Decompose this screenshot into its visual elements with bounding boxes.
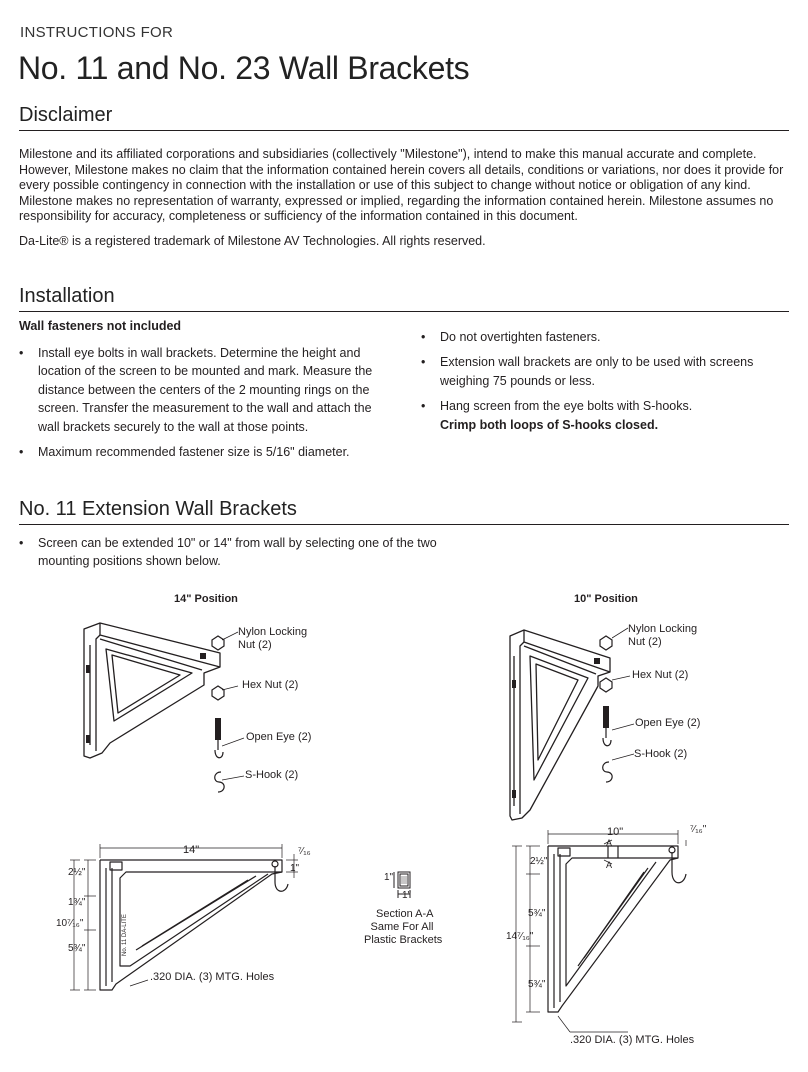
dim-total-left: 10⁷⁄₁₆" <box>56 918 84 929</box>
section-marker-a-bottom: A <box>606 860 613 870</box>
dim-5-75b-right: 5¾" <box>528 979 546 990</box>
label-nylon-nut-left-2: Nut (2) <box>238 639 272 651</box>
label-holes-left: .320 DIA. (3) MTG. Holes <box>150 971 275 983</box>
dim-1-left: 1" <box>290 863 300 874</box>
label-hex-nut-right: Hex Nut (2) <box>632 669 689 681</box>
figure-caption-14: 14" Position <box>174 593 238 605</box>
list-item <box>421 397 791 434</box>
dim-5-75-left: 5¾" <box>68 943 86 954</box>
label-nylon-nut-right-2: Nut (2) <box>628 636 662 648</box>
label-s-hook-left: S-Hook (2) <box>245 769 299 781</box>
section-marker-a-top: A <box>606 838 613 848</box>
document-kicker: INSTRUCTIONS FOR <box>20 24 174 41</box>
label-open-eye-left: Open Eye (2) <box>246 731 312 743</box>
label-nylon-nut-right-1: Nylon Locking <box>628 623 698 635</box>
label-hex-nut-left: Hex Nut (2) <box>242 679 299 691</box>
section-caption-2: Same For All <box>370 921 434 933</box>
installation-subheading: Wall fasteners not included <box>19 319 182 333</box>
list-item: • Screen can be extended 10" or 14" from wall by selecting one of the two mounting positions shown below. <box>19 534 449 571</box>
dim-2-5-left: 2½" <box>68 867 86 878</box>
section-caption-3: Plastic Brackets <box>364 934 443 946</box>
dim-7-16-right: ⁷⁄₁₆" <box>690 824 707 835</box>
label-nylon-nut-left-1: Nylon Locking <box>238 626 308 638</box>
figure-caption-10: 10" Position <box>574 593 638 605</box>
dim-1-75-left: 1¾" <box>68 897 86 908</box>
label-holes-right: .320 DIA. (3) MTG. Holes <box>570 1034 695 1046</box>
dim-total-right: 14⁷⁄₁₆" <box>506 931 534 942</box>
disclaimer-rule <box>19 130 789 131</box>
list-item: • Install eye bolts in wall brackets. Determine the height and location of the screen to be mounted and mark. Measure the distance between the centers of the 2 mounting rings on the screen. Transfer the measurement to the wall and attach the wall brackets securely to the wall at those points. <box>19 344 379 436</box>
list-item: • Do not overtighten fasteners. <box>421 328 791 346</box>
dim-5-75a-right: 5¾" <box>528 908 546 919</box>
label-s-hook-right: S-Hook (2) <box>634 748 688 760</box>
section-dim-top: 1" <box>384 872 394 883</box>
extension-heading: No. 11 Extension Wall Brackets <box>19 498 297 520</box>
s-hook-instruction: Hang screen from the eye bolts with S-hooks. <box>440 399 693 414</box>
label-open-eye-right: Open Eye (2) <box>635 717 701 729</box>
disclaimer-paragraph: Milestone and its affiliated corporations and subsidiaries (collectively "Milestone"), intend to make this manual accurate and complete. However, Milestone makes no claim that the information contained herein covers all details, conditions or variations, nor does it provide for every possible contingency in connection with the installation or use of this subject to change without notice or obligation of any kind. Milestone makes no representation of warranty, expressed or implied, regarding the information contained herein. Milestone assumes no responsibility for accuracy, completeness or sufficiency of the information contained in this document. <box>19 147 784 224</box>
installation-rule <box>19 311 789 312</box>
dim-7-16-left: ⁷⁄₁₆ <box>298 846 311 857</box>
document-title: No. 11 and No. 23 Wall Brackets <box>18 50 470 86</box>
leader-lines-left <box>222 628 252 788</box>
extension-list <box>19 534 449 578</box>
list-item: • Extension wall brackets are only to be used with screens weighing 75 pounds or less. <box>421 353 791 390</box>
section-caption-1: Section A-A <box>376 908 434 920</box>
dim-width-10: 10" <box>607 826 624 838</box>
list-item: • Maximum recommended fastener size is 5/16" diameter. <box>19 443 379 461</box>
disclaimer-heading: Disclaimer <box>19 104 113 126</box>
crimp-warning: Crimp both loops of S-hooks closed. <box>440 417 659 432</box>
extension-rule <box>19 524 789 525</box>
installation-right-list <box>421 328 791 441</box>
part-marking-left: No. 11 DA-LITE <box>122 914 128 956</box>
dim-2-5-right: 2½" <box>530 856 548 867</box>
section-dim-bottom: 1" <box>402 890 412 901</box>
installation-heading: Installation <box>19 285 115 307</box>
trademark-paragraph: Da-Lite® is a registered trademark of Milestone AV Technologies. All rights reserved. <box>19 234 486 248</box>
dim-width-14: 14" <box>183 844 200 856</box>
installation-left-list <box>19 344 379 468</box>
